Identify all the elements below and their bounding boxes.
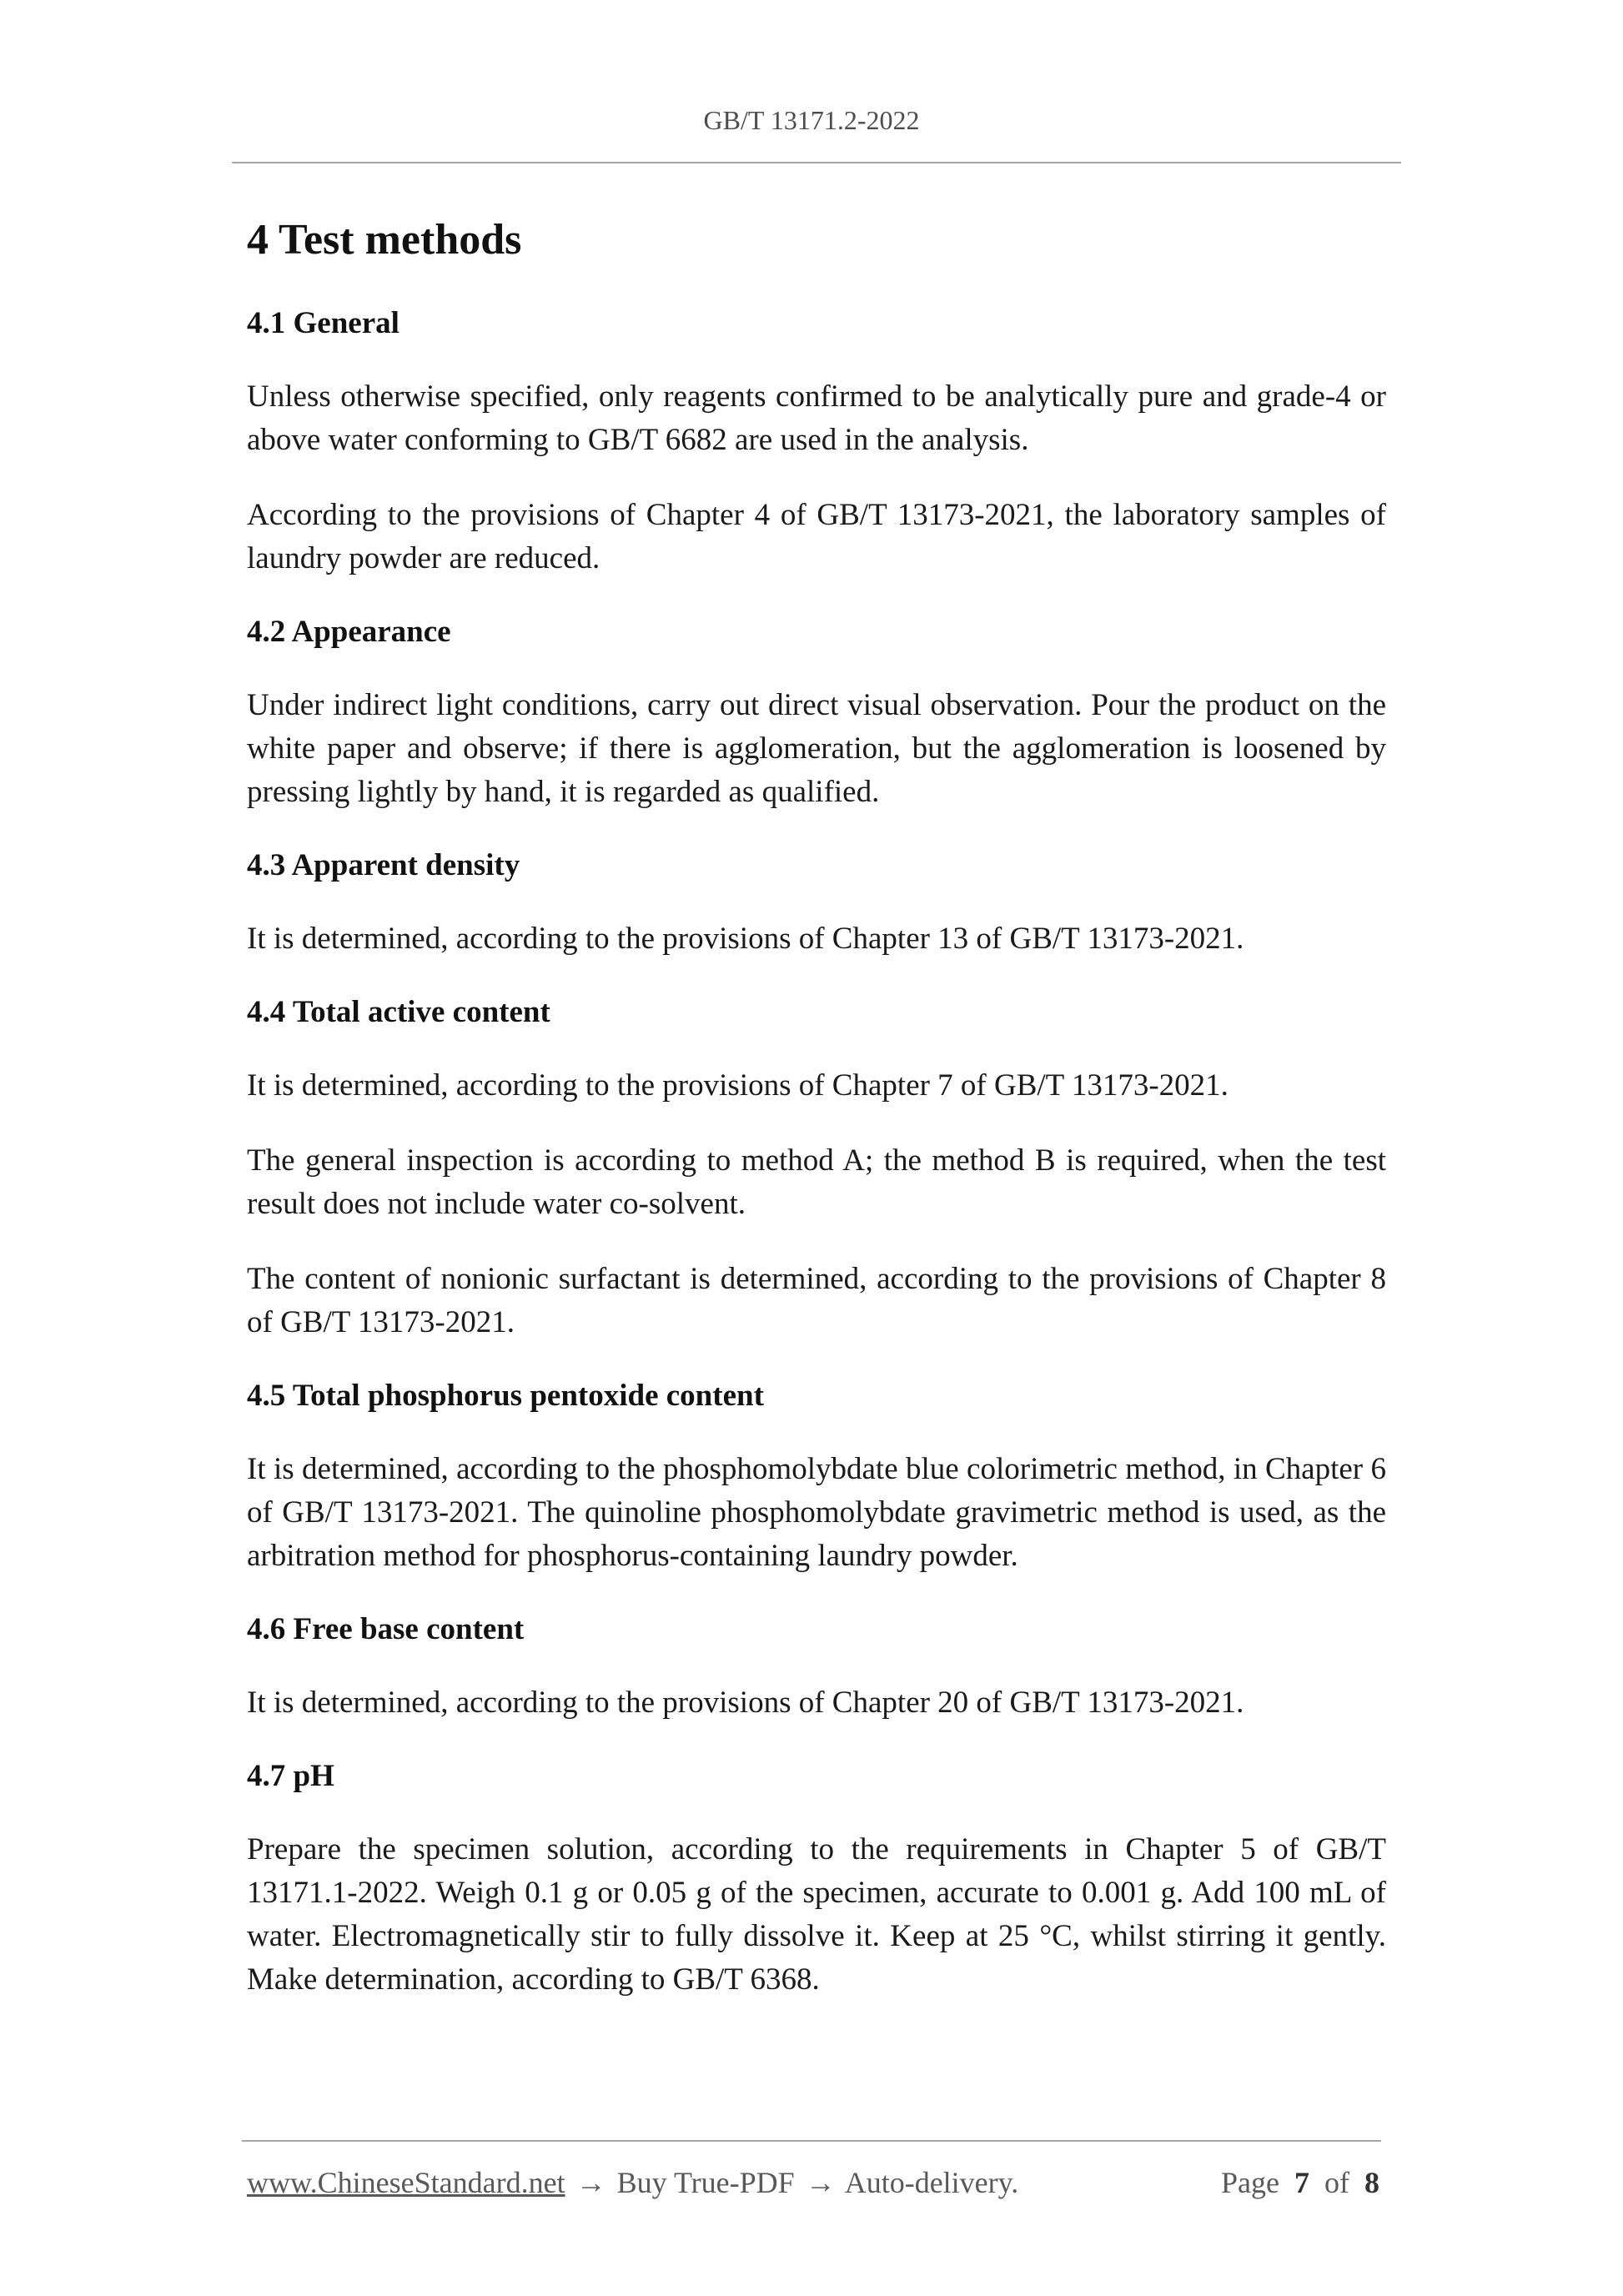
- paragraph: Under indirect light conditions, carry out direct visual observation. Pour the product on the white paper and observe; if there is agglomeration, but the agglomeration is loosened by pressing lightly by hand, it is regarded as qualified.: [247, 688, 1386, 809]
- footer-divider: [242, 2140, 1381, 2142]
- buy-text: Buy True-PDF: [616, 2166, 795, 2199]
- delivery-text: Auto-delivery.: [844, 2166, 1019, 2199]
- arrow-right-icon: →: [805, 2166, 836, 2199]
- page-content: [247, 212, 1386, 2033]
- paragraph: It is determined, according to the phosphomolybdate blue colorimetric method, in Chapter 6 of GB/T 13173-2021. The quinoline phosphomolybdate gravimetric method is used, as the arbitration method for phosphorus-containing laundry powder.: [247, 1452, 1386, 1573]
- page-number: [1221, 2162, 1379, 2203]
- section-heading-4-3: 4.3 Apparent density: [247, 848, 520, 882]
- footer-promo: [247, 2162, 1018, 2203]
- paragraph: It is determined, according to the provisions of Chapter 13 of GB/T 13173-2021.: [247, 922, 1244, 956]
- paragraph: According to the provisions of Chapter 4 of GB/T 13173-2021, the laboratory samples of laundry powder are reduced.: [247, 498, 1386, 575]
- section-heading-4-2: 4.2 Appearance: [247, 615, 451, 649]
- website-link[interactable]: www.ChineseStandard.net: [247, 2166, 565, 2199]
- paragraph: The general inspection is according to method A; the method B is required, when the test result does not include water co-solvent.: [247, 1143, 1386, 1221]
- paragraph: It is determined, according to the provisions of Chapter 20 of GB/T 13173-2021.: [247, 1686, 1244, 1720]
- page-current: 7: [1294, 2166, 1309, 2199]
- arrow-right-icon: →: [575, 2166, 606, 2199]
- running-header: GB/T 13171.2-2022: [703, 105, 920, 135]
- page-total: 8: [1364, 2166, 1379, 2199]
- section-heading-4-7: 4.7 pH: [247, 1759, 334, 1793]
- section-heading-4-5: 4.5 Total phosphorus pentoxide content: [247, 1379, 764, 1413]
- paragraph: The content of nonionic surfactant is determined, according to the provisions of Chapter 8 of GB/T 13173-2021.: [247, 1262, 1386, 1339]
- chapter-title: 4 Test methods: [247, 216, 522, 264]
- section-heading-4-4: 4.4 Total active content: [247, 995, 550, 1029]
- page-label: Page: [1221, 2166, 1279, 2199]
- paragraph: Unless otherwise specified, only reagents confirmed to be analytically pure and grade-4 or above water conforming to GB/T 6682 are used in the analysis.: [247, 379, 1386, 457]
- section-heading-4-6: 4.6 Free base content: [247, 1612, 525, 1646]
- of-label: of: [1324, 2166, 1349, 2199]
- paragraph: Prepare the specimen solution, according to the requirements in Chapter 5 of GB/T 13171.1-2022. Weigh 0.1 g or 0.05 g of the specimen, accurate to 0.001 g. Add 100 mL of water. Electromagnetically stir to fully dissolve it. Keep at 25 °C, whilst stirring it gently. Make determination, according to GB/T 6368.: [247, 1832, 1386, 1997]
- header-divider: [232, 162, 1401, 163]
- paragraph: It is determined, according to the provisions of Chapter 7 of GB/T 13173-2021.: [247, 1068, 1229, 1103]
- section-heading-4-1: 4.1 General: [247, 306, 399, 340]
- page-footer: [247, 2162, 1379, 2203]
